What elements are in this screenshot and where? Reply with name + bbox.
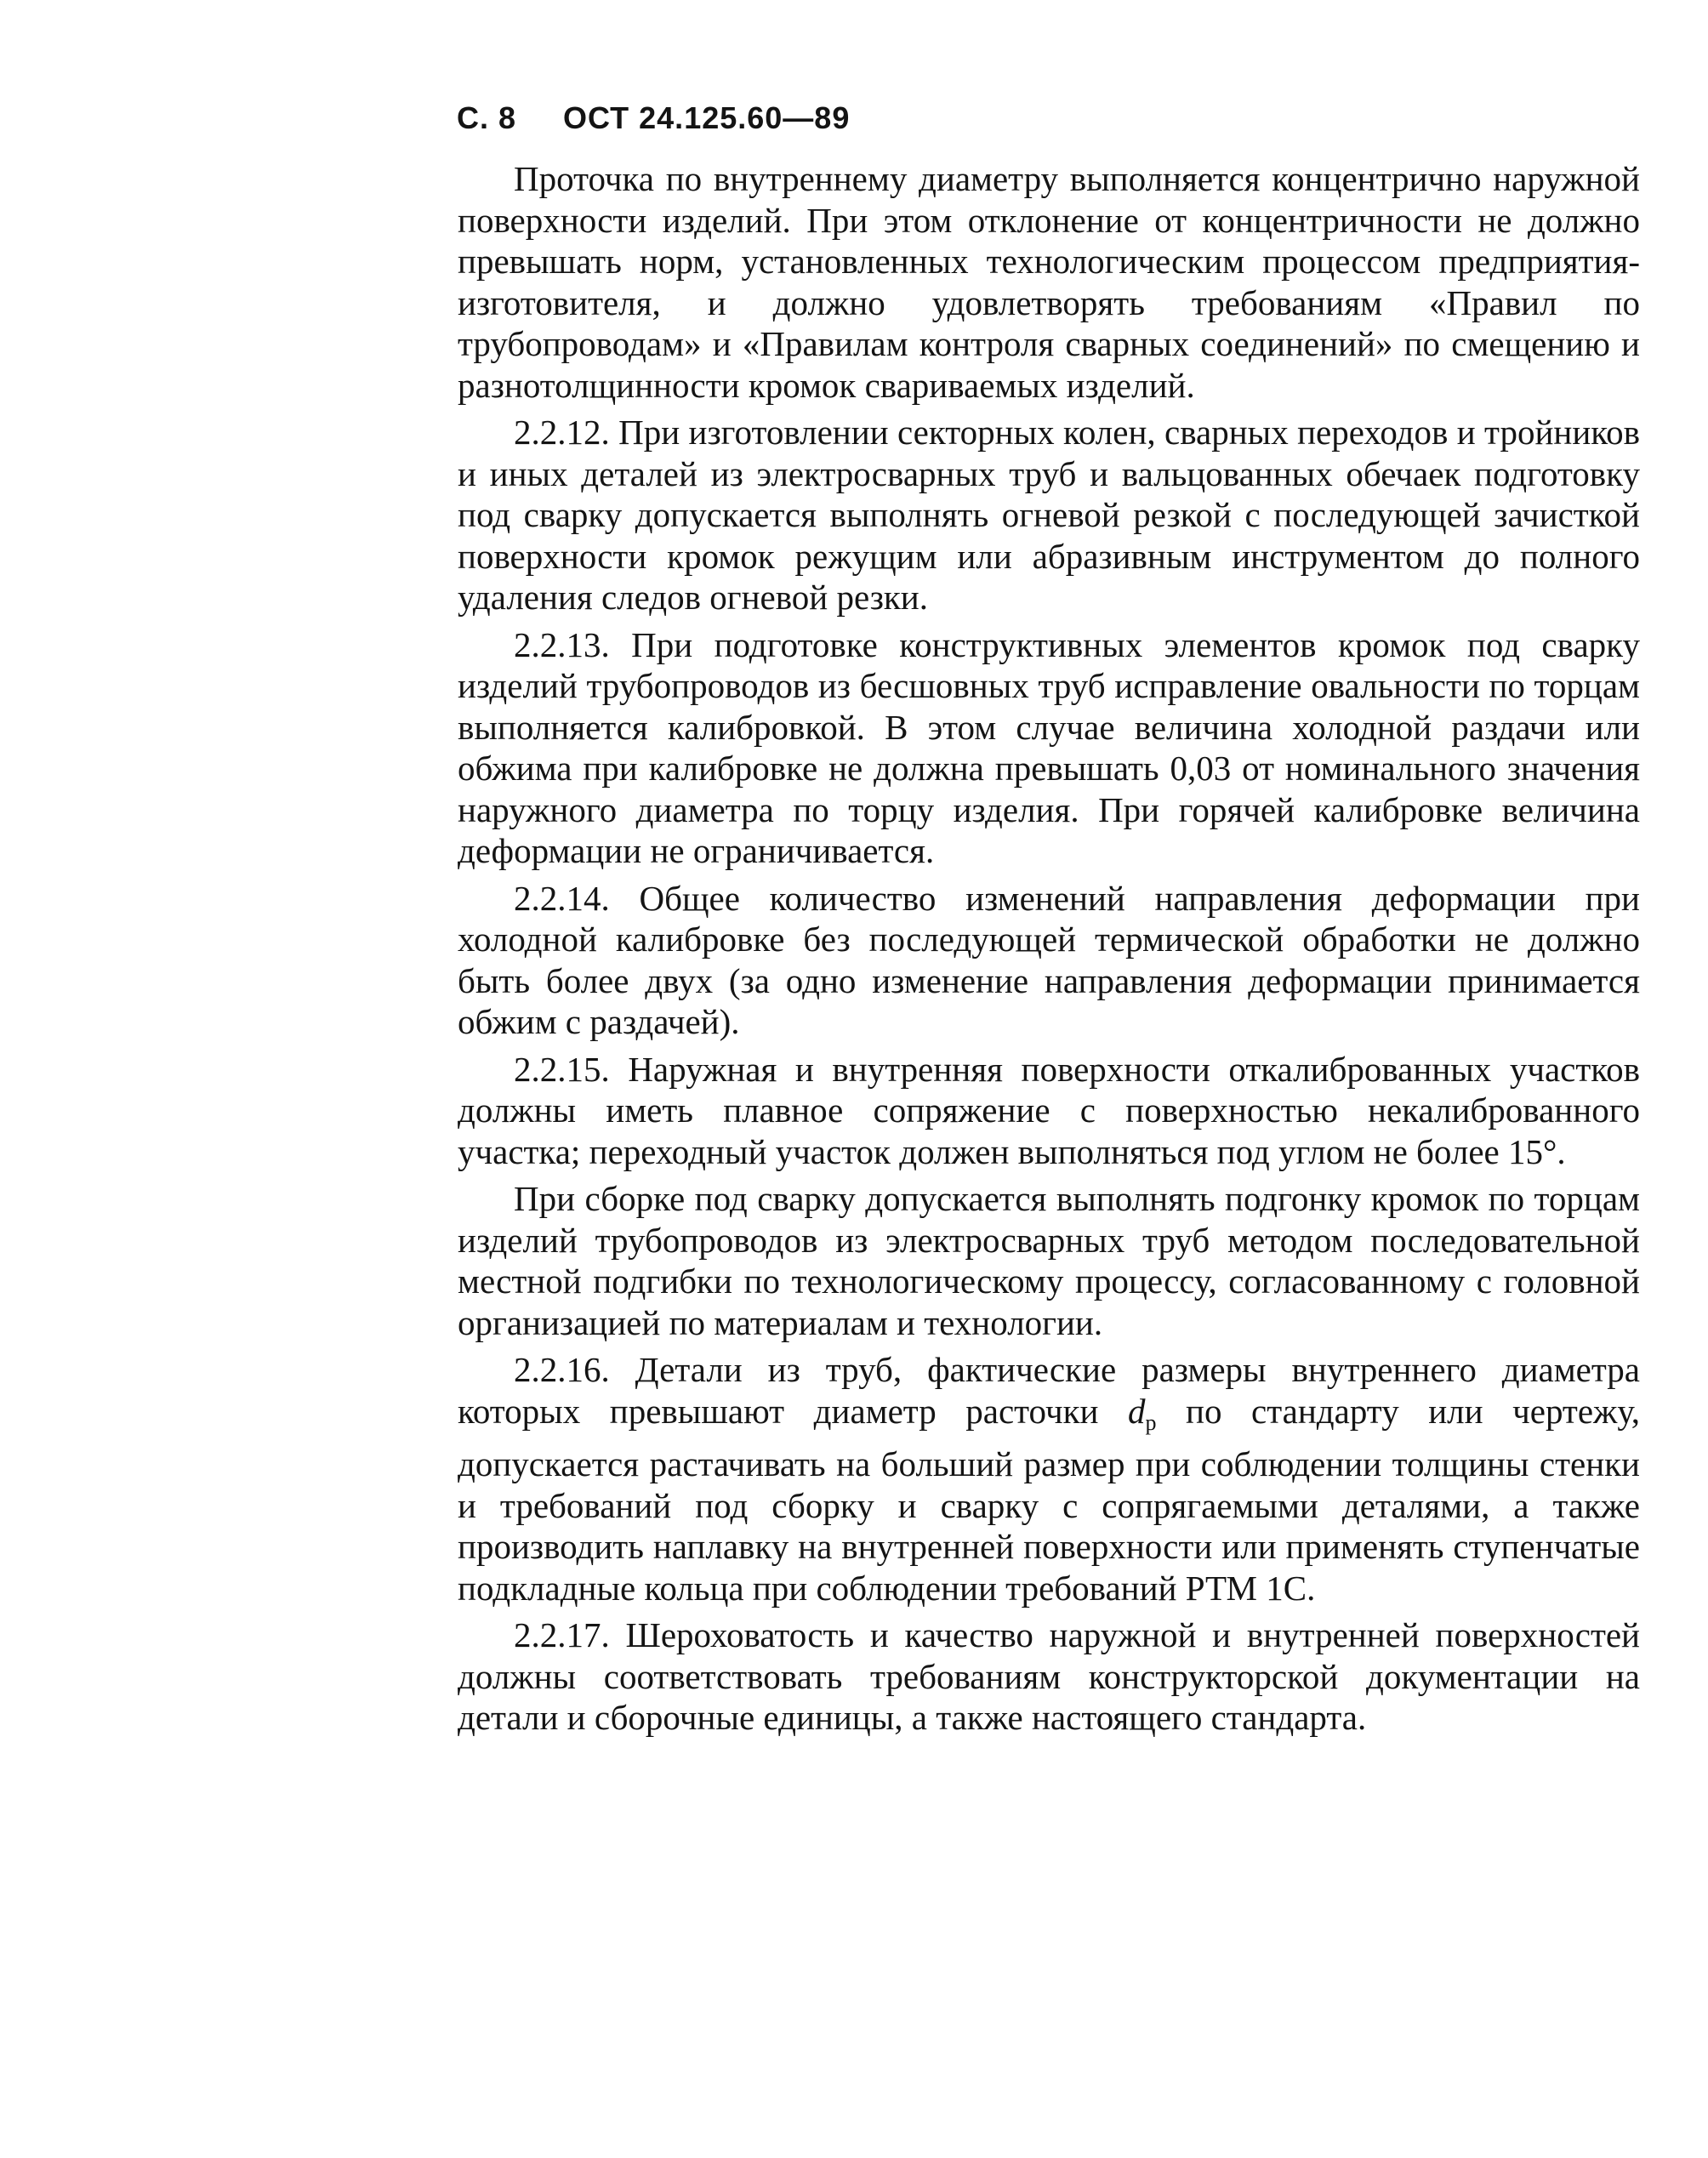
page-header <box>457 100 850 136</box>
boring-diameter-symbol: d <box>1128 1391 1146 1431</box>
paragraph-edge-fitting: При сборке под сварку допускается выполнять подгонку кромок по торцам изделий трубопроводов из электросварных труб методом последовательной местной подгибки по технологическому процессу, согласованному с головной организацией по материалам и технологии. <box>458 1179 1640 1342</box>
document-body <box>458 158 1640 1745</box>
paragraph-2-2-13: 2.2.13. При подготовке конструктивных элементов кромок под сварку изделий трубопроводов из бесшовных труб исправление овальности по торцам выполняется калибровкой. В этом случае величина холодной раздачи или обжима при калибровке не должна превышать 0,03 от номинального значения наружного диаметра по торцу изделия. При горячей калибровке величина деформации не ограничивается. <box>458 624 1640 870</box>
boring-diameter-subscript: р <box>1145 1409 1157 1435</box>
paragraph-boring-concentricity: Проточка по внутреннему диаметру выполняется концентрично наружной поверхности изделий. При этом отклонение от концентричности не должно превышать норм, установленных технологическим процессом предприятия-изготовителя, и должно удовлетворять требованиям «Правил по трубопроводам» и «Правилам контроля сварных соединений» по смещению и разнотолщинности кромок свариваемых изделий. <box>458 159 1640 405</box>
paragraph-2-2-14: 2.2.14. Общее количество изменений направления деформации при холодной калибровке без последующей термической обработки не должно быть более двух (за одно изменение направления деформации принимается обжим с раздачей). <box>458 878 1640 1041</box>
paragraph-2-2-17: 2.2.17. Шероховатость и качество наружной и внутренней поверхностей должны соответствовать требованиям конструкторской документации на детали и сборочные единицы, а также настоящего стандарта. <box>458 1615 1640 1737</box>
standard-designation: ОСТ 24.125.60—89 <box>563 100 851 135</box>
paragraph-2-2-12: 2.2.12. При изготовлении секторных колен, сварных переходов и тройников и иных деталей из электросварных труб и вальцованных обечаек подготовку под сварку допускается выполнять огневой резкой с последующей зачисткой поверхности кромок режущим или абразивным инструментом до полного удаления следов огневой резки. <box>458 413 1640 617</box>
paragraph-2-2-16-text-end: по стандарту или чертежу, допускается растачивать на больший размер при соблюдении толщины стенки и требований под сборку и сварку с сопрягаемыми деталями, а также производить наплавку на внутренней поверхности или применять ступенчатые подкладные кольца при соблюдении требований РТМ 1С. <box>458 1391 1640 1608</box>
paragraph-2-2-16 <box>458 1349 1640 1609</box>
page-number: С. 8 <box>457 100 517 135</box>
paragraph-2-2-15: 2.2.15. Наружная и внутренняя поверхности откалиброванных участков должны иметь плавное сопряжение с поверхностью некалиброванного участка; переходный участок должен выполняться под углом не более 15°. <box>458 1049 1640 1171</box>
paragraph-2-2-16-text-start: 2.2.16. Детали из труб, фактические размеры внутреннего диаметра которых превышают диаметр расточки <box>458 1350 1640 1431</box>
